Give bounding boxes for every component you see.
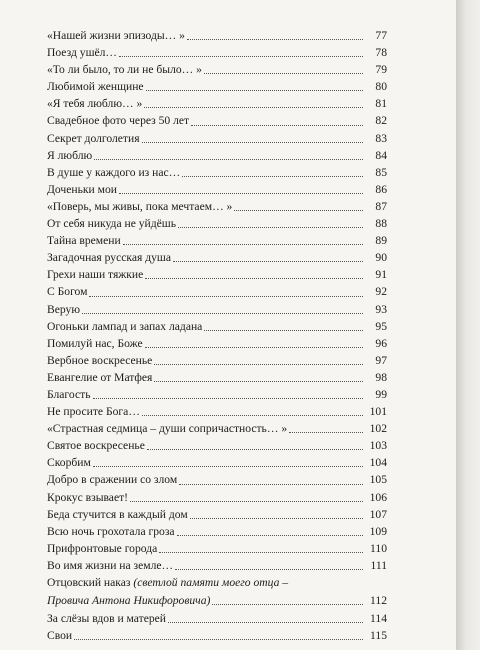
toc-page-number: 81 [375,97,387,111]
toc-row [47,78,387,95]
toc-row [47,506,387,523]
toc-row [47,95,387,112]
toc-entry [47,454,387,471]
toc-page-number: 92 [375,285,387,299]
toc-page-number: 112 [370,594,387,607]
leader-dots [119,55,363,57]
toc-row [47,198,387,215]
toc-page-number: 105 [369,473,387,487]
leader-dots [182,175,363,177]
toc-page-number: 109 [369,524,387,538]
leader-dots [94,158,363,160]
toc-page-number: 82 [375,114,387,128]
toc-row [47,27,387,44]
leader-dots [74,638,363,640]
toc-page-number: 102 [369,422,387,436]
toc-entry-special [47,574,387,610]
toc-entry [47,95,387,112]
toc-row [47,61,387,78]
toc-entry-title: «Нашей жизни эпизоды… » [47,29,185,42]
leader-dots [123,243,363,245]
toc-entry [47,369,387,386]
toc-entry [47,215,387,232]
toc-page-number: 93 [375,302,387,316]
toc-row [47,164,387,181]
toc-row [47,557,387,574]
toc-page-number: 98 [375,370,387,384]
toc-entry [47,112,387,129]
leader-dots [173,260,363,262]
toc-entry-title: За слёзы вдов и матерей [47,612,167,625]
toc-entry-title: С Богом [47,285,88,299]
toc-entry-title: Свои [47,629,73,643]
table-of-contents [47,27,387,644]
leader-dots [191,124,363,126]
leader-dots [89,295,363,297]
toc-entry [47,44,387,61]
toc-page-number: 107 [369,507,387,521]
toc-entry [47,130,387,147]
toc-row [47,352,387,369]
toc-entry [47,489,387,506]
toc-entry-title: Вербное воскресенье [47,353,153,367]
toc-entry [47,627,387,644]
leader-dots [145,346,363,348]
toc-entry-title: Крокус взывает! [47,490,129,504]
toc-entry [47,540,387,557]
toc-page-number: 97 [375,353,387,367]
toc-page-number: 86 [375,182,387,196]
toc-page-number: 91 [375,268,387,282]
toc-entry [47,523,387,540]
toc-entry-title: Огоньки лампад и запах ладана [47,319,203,333]
toc-entry-title: Всю ночь грохотала гроза [47,524,175,538]
leader-dots [212,603,363,605]
toc-page-number: 106 [369,490,387,504]
leader-dots [204,329,363,331]
toc-row [47,266,387,283]
toc-entry [47,27,387,44]
toc-entry-title: Любимой женщине [47,80,144,94]
leader-dots [130,500,363,502]
toc-entry-title: Отцовский наказ [47,576,131,589]
toc-entry-title: Помилуй нас, Боже [47,336,143,350]
leader-dots [234,209,363,211]
toc-entry [47,301,387,318]
leader-dots [147,448,363,450]
toc-entry-second-line [47,592,387,609]
toc-entry [47,471,387,488]
toc-entry [47,420,387,437]
toc-entry-first-line [47,574,387,592]
leader-dots [177,534,363,536]
toc-entry-title: В душе у каждого из нас… [47,165,181,179]
leader-dots [146,89,363,91]
toc-entry-title: Евангелие от Матфея [47,370,153,384]
toc-row [47,147,387,164]
toc-row [47,112,387,129]
toc-page-number: 96 [375,336,387,350]
toc-entry [47,164,387,181]
leader-dots [145,277,363,279]
leader-dots [93,397,364,399]
toc-entry [47,335,387,352]
toc-entry [47,386,387,403]
toc-entry-title: Добро в сражении со злом [47,473,178,487]
toc-row [47,523,387,540]
toc-entry-title: «То ли было, то ли не было… » [47,63,202,77]
leader-dots [142,141,363,143]
toc-row [47,386,387,403]
toc-row [47,403,387,420]
toc-row [47,181,387,198]
toc-entry-title: Прифронтовые города [47,541,158,555]
toc-entry-title: Святое воскресенье [47,439,145,453]
toc-page-number: 80 [375,80,387,94]
page-edge [456,0,480,650]
toc-entry-title: «Поверь, мы живы, пока мечтаем… » [47,199,233,213]
toc-entry-title: Грехи наши тяжкие [47,268,144,282]
toc-row [47,301,387,318]
leader-dots [175,568,363,570]
toc-entry-title: Секрет долголетия [47,131,140,145]
toc-page-number: 84 [375,148,387,162]
leader-dots [93,465,363,467]
toc-row [47,249,387,266]
leader-dots [187,38,363,40]
leader-dots [190,517,363,519]
toc-entry [47,352,387,369]
leader-dots [142,414,363,416]
toc-entry-title: Тайна времени [47,234,121,248]
toc-entry-title: От себя никуда не уйдёшь [47,217,177,231]
toc-entry [47,232,387,249]
leader-dots [154,363,363,365]
toc-row [47,130,387,147]
toc-row [47,318,387,335]
leader-dots [82,312,363,314]
toc-row [47,540,387,557]
toc-page-number: 88 [375,217,387,231]
toc-entry [47,610,387,627]
toc-row [47,489,387,506]
toc-entry [47,403,387,420]
toc-page-number: 110 [370,541,387,555]
toc-row [47,437,387,454]
toc-entry [47,283,387,300]
toc-entry [47,266,387,283]
toc-entry [47,437,387,454]
toc-page-number: 115 [370,629,387,643]
toc-row [47,610,387,627]
toc-row [47,420,387,437]
toc-entry-title: Загадочная русская душа [47,251,171,265]
leader-dots [204,72,363,74]
toc-page-number: 104 [369,456,387,470]
toc-row [47,215,387,232]
toc-page-number: 99 [375,387,387,401]
toc-entry-title: «Я тебя люблю… » [47,97,143,111]
toc-page-number: 85 [375,165,387,179]
toc-entry-title: Благость [47,387,91,401]
toc-entry [47,198,387,215]
toc-row [47,335,387,352]
toc-entry [47,181,387,198]
toc-row [47,232,387,249]
leader-dots [159,551,363,553]
toc-row [47,471,387,488]
toc-row [47,454,387,471]
leader-dots [289,431,363,433]
leader-dots [178,226,363,228]
toc-entry [47,318,387,335]
leader-dots [144,106,363,108]
toc-entry-title: Верую [47,302,80,316]
leader-dots [168,621,363,623]
leader-dots [154,380,363,382]
leader-dots [119,192,363,194]
toc-page-number: 90 [375,251,387,265]
toc-page-number: 95 [375,319,387,333]
toc-row [47,627,387,644]
toc-entry [47,147,387,164]
toc-entry-title: Поезд ушёл… [47,46,118,60]
toc-page-number: 111 [370,558,387,572]
toc-page-number: 83 [375,131,387,145]
toc-entry [47,61,387,78]
toc-entry [47,78,387,95]
toc-page-number: 103 [369,439,387,453]
toc-page-number: 87 [375,199,387,213]
toc-entry-title: Беда стучится в каждый дом [47,507,188,521]
toc-entry-title: Я люблю [47,148,93,162]
toc-entry-title: «Страстная седмица – души сопричастность… » [47,422,288,436]
toc-entry [47,506,387,523]
toc-page-number: 79 [375,63,387,77]
toc-entry-note-line1: (светлой памяти моего отца – [133,576,289,589]
leader-dots [179,483,363,485]
toc-entry [47,249,387,266]
toc-page-number: 114 [370,612,387,625]
toc-row [47,44,387,61]
toc-page-number: 101 [369,405,387,419]
toc-entry [47,557,387,574]
toc-page-number: 77 [375,29,387,42]
toc-entry-note-line2: Провича Антона Никифоровича) [47,594,211,607]
toc-entry-title: Доченьки мои [47,182,117,196]
toc-entry-title: Скорбим [47,456,91,470]
toc-entry-title: Свадебное фото через 50 лет [47,114,190,128]
toc-row [47,283,387,300]
toc-page-number: 78 [375,46,387,60]
toc-entry-title: Не просите Бога… [47,405,140,419]
toc-row [47,369,387,386]
toc-page-number: 89 [375,234,387,248]
toc-entry-title: Во имя жизни на земле… [47,558,174,572]
